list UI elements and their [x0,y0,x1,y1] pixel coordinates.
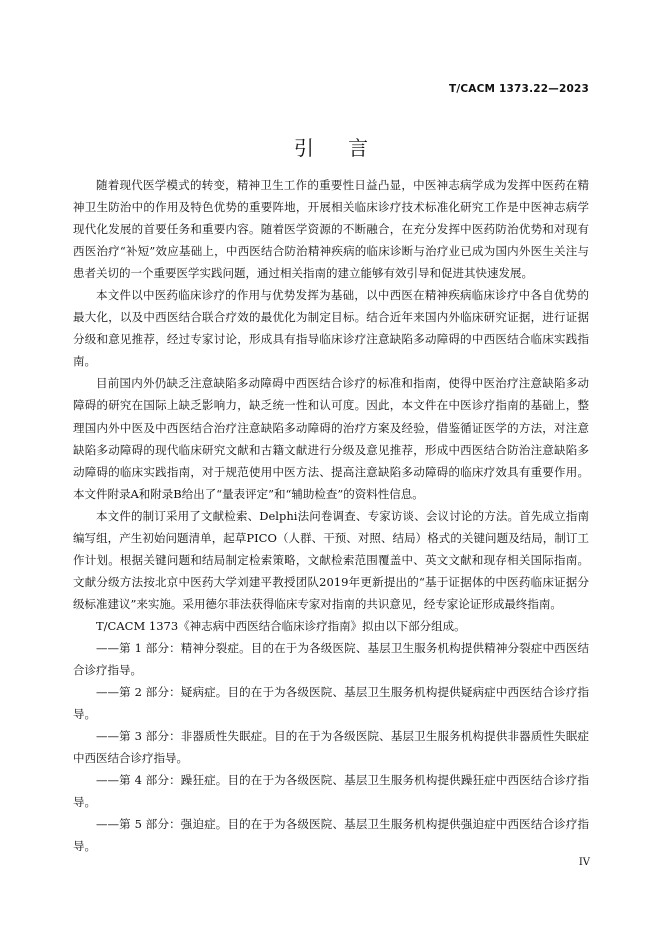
list-item-part-5: ——第 5 部分：强迫症。目的在于为各级医院、基层卫生服务机构提供强迫症中西医结合诊疗指导。 [73,817,589,854]
list-item-part-3: ——第 3 部分：非器质性失眠症。目的在于为各级医院、基层卫生服务机构提供非器质性失眠症中西医结合诊疗指导。 [73,729,589,766]
standard-number: T/CACM 1373.22—2023 [449,83,589,95]
document-body [73,174,589,857]
paragraph-current-status: 目前国内外仍缺乏注意缺陷多动障碍中西医结合诊疗的标准和指南，使得中医治疗注意缺陷多动障碍的研究在国际上缺乏影响力，缺乏统一性和认可度。因此，本文件在中医诊疗指南的基础上，整理国内外中医及中西医结合治疗注意缺陷多动障碍的治疗方案及经验，借鉴循证医学的方法，对注意缺陷多动障碍的现代临床研究文献和古籍文献进行分级及意见推荐，形成中西医结合防治注意缺陷多动障碍的临床实践指南，对于规范使用中医方法、提高注意缺陷多动障碍的临床疗效具有重要作用。本文件附录A和附录B给出了“量表评定”和“辅助检查”的资料性信息。 [73,376,589,501]
page-title: 引 言 [293,136,383,160]
paragraph-basis: 本文件以中医药临床诊疗的作用与优势发挥为基础，以中西医在精神疾病临床诊疗中各自优势的最大化，以及中西医结合联合疗效的最优化为制定目标。结合近年来国内外临床研究证据，进行证据分级和意见推荐，经过专家讨论，形成具有指导临床诊疗注意缺陷多动障碍的中西医结合临床实践指南。 [73,288,589,369]
list-item-part-4: ——第 4 部分：躁狂症。目的在于为各级医院、基层卫生服务机构提供躁狂症中西医结合诊疗指导。 [73,773,589,810]
paragraph-series-intro: T/CACM 1373《神志病中西医结合临床诊疗指南》拟由以下部分组成。 [96,618,466,633]
page-number: IV [578,857,590,868]
list-item-part-1: ——第 1 部分：精神分裂症。目的在于为各级医院、基层卫生服务机构提供精神分裂症中西医结合诊疗指导。 [73,640,589,678]
paragraph-methods: 本文件的制订采用了文献检索、Delphi法问卷调查、专家访谈、会议讨论的方法。首先成立指南编写组，产生初始问题清单，起草PICO（人群、干预、对照、结局）格式的关键问题及结局，制订工作计划。根据关键问题和结局制定检索策略，文献检索范围覆盖中、英文文献和现存相关国际指南。文献分级方法按北京中医药大学刘建平教授团队2019年更新提出的“基于证据体的中医药临床证据分级标准建议”来实施。采用德尔菲法获得临床专家对指南的共识意见，经专家论证形成最终指南。 [73,508,589,611]
paragraph-intro: 随着现代医学模式的转变，精神卫生工作的重要性日益凸显，中医神志病学成为发挥中医药在精神卫生防治中的作用及特色优势的重要阵地，开展相关临床诊疗技术标准化研究工作是中医神志病学现代化发展的首要任务和重要内容。随着医学资源的不断融合，在充分发挥中医药防治优势和对现有西医治疗“补短”效应基础上，中西医结合防治精神疾病的临床诊断与治疗业已成为国内外医生关注与患者关切的一个重要医学实践问题，通过相关指南的建立能够有效引导和促进其快速发展。 [73,178,589,281]
list-item-part-2: ——第 2 部分：疑病症。目的在于为各级医院、基层卫生服务机构提供疑病症中西医结合诊疗指导。 [73,685,589,722]
